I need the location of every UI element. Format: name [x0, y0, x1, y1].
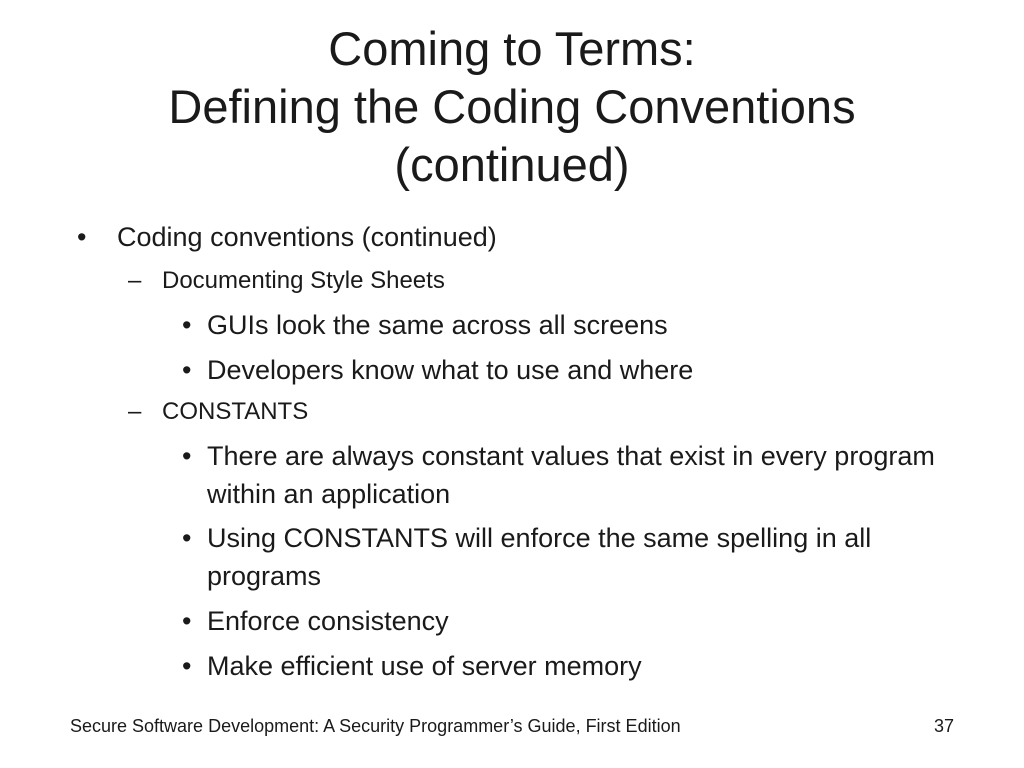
- bullet-marker: •: [182, 523, 192, 553]
- title-line: Defining the Coding Conventions: [168, 80, 856, 133]
- bullet-text: There are always constant values that exist in every program within an application: [207, 441, 935, 509]
- page-number: 37: [933, 716, 954, 736]
- bullet-text: Developers know what to use and where: [207, 355, 694, 385]
- bullet-marker: •: [182, 310, 192, 340]
- bullet-text: CONSTANTS: [162, 398, 309, 425]
- bullet-level3: [182, 602, 962, 640]
- footer-source: Secure Software Development: A Security Programmer’s Guide, First Edition: [70, 716, 681, 736]
- bullet-level3: [182, 647, 962, 685]
- bullet-text: Coding conventions (continued): [117, 222, 497, 252]
- bullet-marker: •: [182, 606, 192, 636]
- bullet-level3: [182, 437, 962, 513]
- bullet-marker: •: [182, 355, 192, 385]
- bullet-text: Documenting Style Sheets: [162, 267, 445, 294]
- bullet-level3: [182, 351, 962, 389]
- bullet-level3: [182, 519, 962, 595]
- bullet-level3: [182, 306, 962, 344]
- dash-marker: –: [128, 267, 142, 294]
- bullet-marker: •: [182, 651, 192, 681]
- bullet-text: Make efficient use of server memory: [207, 651, 642, 681]
- slide-title: [60, 20, 964, 194]
- bullet-marker: •: [77, 222, 87, 252]
- bullet-text: GUIs look the same across all screens: [207, 310, 668, 340]
- bullet-marker: •: [182, 441, 192, 471]
- dash-marker: –: [128, 398, 142, 425]
- bullet-text: Enforce consistency: [207, 606, 449, 636]
- bullet-text: Using CONSTANTS will enforce the same spelling in all programs: [207, 523, 872, 591]
- title-line: (continued): [394, 138, 630, 191]
- title-line: Coming to Terms:: [328, 22, 696, 75]
